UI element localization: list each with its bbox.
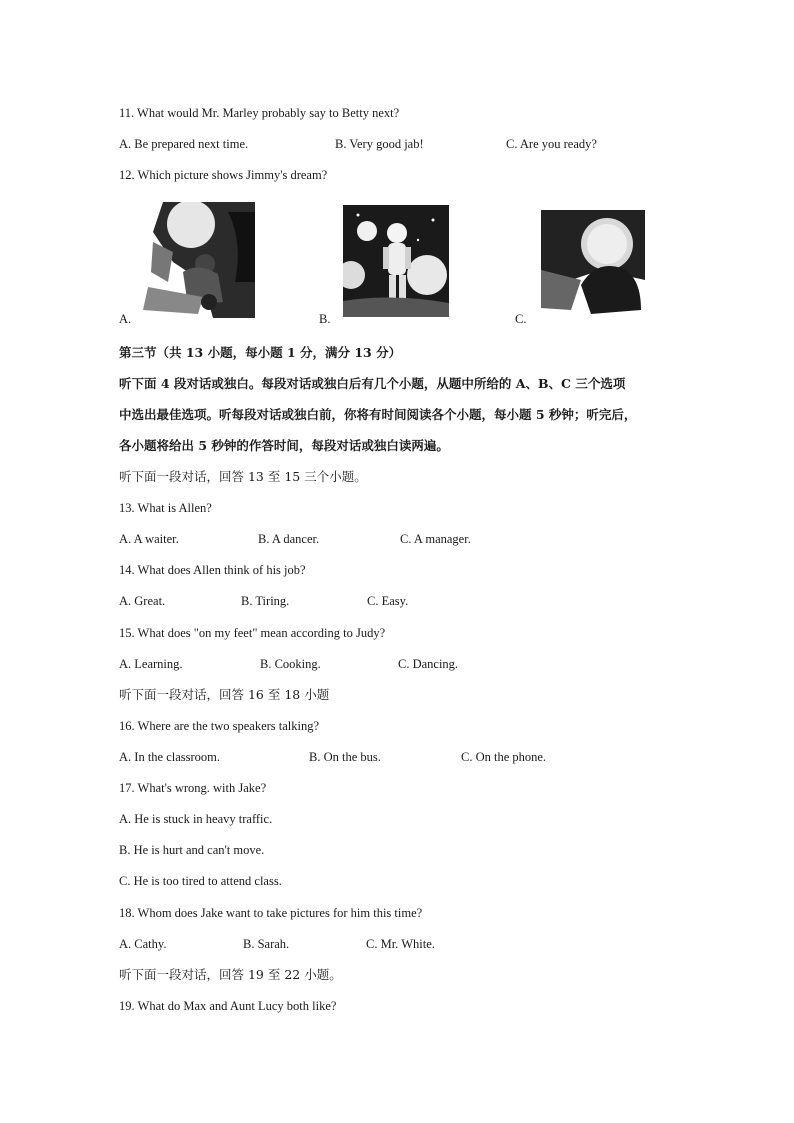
question-11: 11. What would Mr. Marley probably say to Betty next? <box>119 106 400 120</box>
section-3-heading: 第三节（共 13 小题，每小题 1 分，满分 13 分） <box>119 345 402 360</box>
section-3-instruction-1: 听下面 4 段对话或独白。每段对话或独白后有几个小题，从题中所给的 A、B、C 三个选项 <box>119 376 626 391</box>
q13-option-b: B. A dancer. <box>258 532 320 546</box>
q12-picture-a <box>143 202 255 318</box>
question-14: 14. What does Allen think of his job? <box>119 563 306 577</box>
q15-option-b: B. Cooking. <box>260 657 321 671</box>
dialogue-3-intro: 听下面一段对话，回答 19 至 22 小题。 <box>119 967 342 982</box>
q17-option-a: A. He is stuck in heavy traffic. <box>119 812 273 826</box>
q14-option-c: C. Easy. <box>367 594 409 608</box>
q14-option-b: B. Tiring. <box>241 594 290 608</box>
q11-option-b: B. Very good jab! <box>335 137 424 151</box>
q11-option-a: A. Be prepared next time. <box>119 137 249 151</box>
q13-option-a: A. A waiter. <box>119 532 179 546</box>
q18-option-a: A. Cathy. <box>119 937 167 951</box>
question-18: 18. Whom does Jake want to take pictures for him this time? <box>119 906 423 920</box>
q12-picture-c <box>541 210 645 316</box>
question-13: 13. What is Allen? <box>119 501 212 515</box>
q14-option-a: A. Great. <box>119 594 166 608</box>
q17-option-c: C. He is too tired to attend class. <box>119 874 282 888</box>
question-16: 16. Where are the two speakers talking? <box>119 719 320 733</box>
q15-option-a: A. Learning. <box>119 657 183 671</box>
q18-option-c: C. Mr. White. <box>366 937 435 951</box>
question-19: 19. What do Max and Aunt Lucy both like? <box>119 999 337 1013</box>
dialogue-2-intro: 听下面一段对话，回答 16 至 18 小题 <box>119 687 330 702</box>
q12-option-a-label: A. <box>119 312 132 326</box>
q12-picture-b <box>343 205 449 317</box>
q16-option-a: A. In the classroom. <box>119 750 221 764</box>
question-12: 12. Which picture shows Jimmy's dream? <box>119 168 328 182</box>
q12-option-c-label: C. <box>515 312 527 326</box>
dialogue-1-intro: 听下面一段对话，回答 13 至 15 三个小题。 <box>119 469 367 484</box>
section-3-instruction-2: 中选出最佳选项。听每段对话或独白前，你将有时间阅读各个小题，每小题 5 秒钟；听完后， <box>119 407 637 422</box>
q16-option-c: C. On the phone. <box>461 750 547 764</box>
q17-option-b: B. He is hurt and can't move. <box>119 843 265 857</box>
question-15: 15. What does "on my feet" mean according to Judy? <box>119 626 386 640</box>
q15-option-c: C. Dancing. <box>398 657 459 671</box>
q16-option-b: B. On the bus. <box>309 750 381 764</box>
q13-option-c: C. A manager. <box>400 532 471 546</box>
q11-option-c: C. Are you ready? <box>506 137 597 151</box>
q12-option-b-label: B. <box>319 312 331 326</box>
section-3-instruction-3: 各小题将给出 5 秒钟的作答时间，每段对话或独白读两遍。 <box>119 438 449 453</box>
question-17: 17. What's wrong. with Jake? <box>119 781 267 795</box>
q18-option-b: B. Sarah. <box>243 937 290 951</box>
